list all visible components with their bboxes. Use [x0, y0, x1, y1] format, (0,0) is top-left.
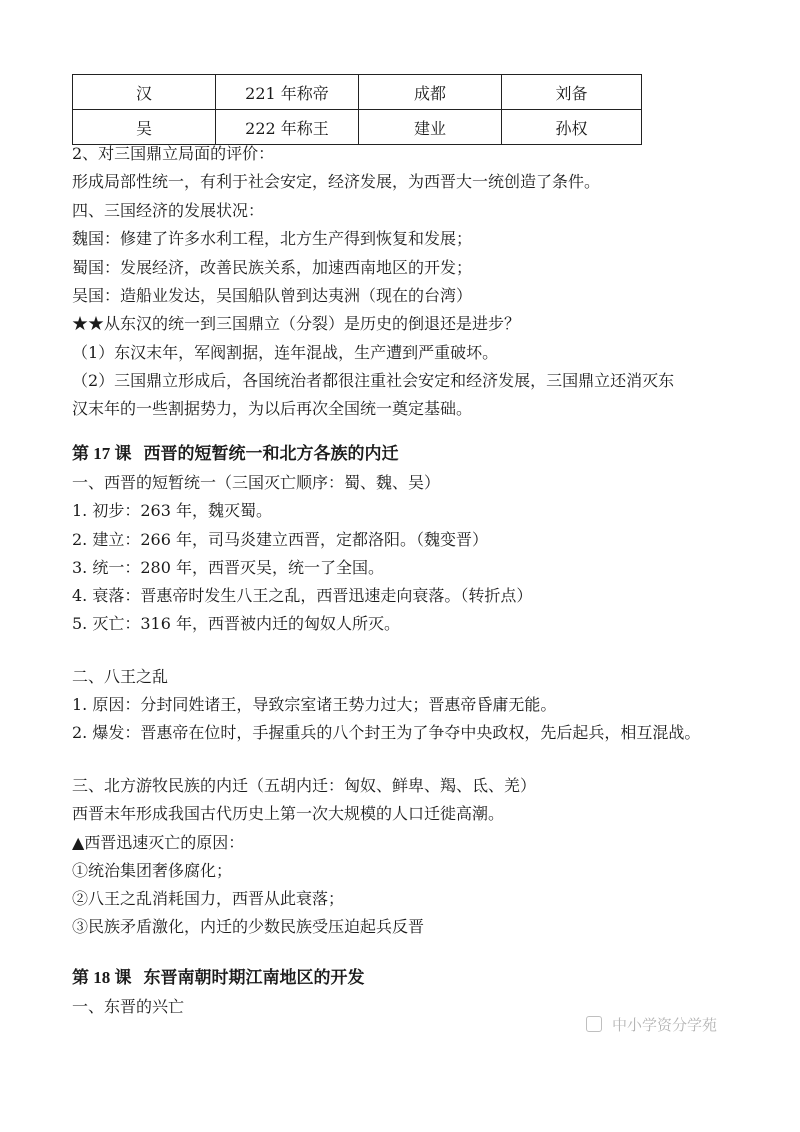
- list-item: 1. 原因：分封同姓诸王，导致宗室诸王势力过大；晋惠帝昏庸无能。: [72, 695, 557, 714]
- list-item: 5. 灭亡：316 年，西晋被内迁的匈奴人所灭。: [72, 614, 400, 633]
- list-item: ①统治集团奢侈腐化；: [72, 861, 233, 880]
- section-heading: 二、八王之乱: [72, 667, 169, 686]
- list-item: ②八王之乱消耗国力，西晋从此衰落；: [72, 889, 345, 908]
- paragraph: 西晋末年形成我国古代历史上第一次大规模的人口迁徙高潮。: [72, 804, 505, 823]
- table-cell: 刘备: [502, 75, 642, 110]
- table-cell: 222 年称王: [216, 110, 359, 145]
- table-cell: 建业: [359, 110, 502, 145]
- paragraph: 蜀国：发展经济，改善民族关系，加速西南地区的开发；: [72, 258, 473, 277]
- list-item: 1. 初步：263 年，魏灭蜀。: [72, 501, 272, 520]
- paragraph: ▲西晋迅速灭亡的原因：: [72, 833, 245, 852]
- question: ★★从东汉的统一到三国鼎立（分裂）是历史的倒退还是进步？: [72, 314, 521, 333]
- list-item: ③民族矛盾激化，内迁的少数民族受压迫起兵反晋: [72, 917, 425, 936]
- lesson-number: 第 18 课: [72, 968, 132, 987]
- watermark: [586, 1014, 746, 1036]
- paragraph: 形成局部性统一，有利于社会安定，经济发展，为西晋大一统创造了条件。: [72, 172, 601, 191]
- section-heading: 2、对三国鼎立局面的评价：: [72, 144, 275, 163]
- section-heading: 三、北方游牧民族的内迁（五胡内迁：匈奴、鲜卑、羯、氐、羌）: [72, 776, 537, 795]
- three-kingdoms-table: [72, 74, 642, 145]
- section-heading: 一、东晋的兴亡: [72, 997, 185, 1016]
- table-cell: 孙权: [502, 110, 642, 145]
- paragraph: 汉末年的一些割据势力，为以后再次全国统一奠定基础。: [72, 399, 473, 418]
- lesson-17-heading: [72, 443, 399, 465]
- paragraph: （2）三国鼎立形成后，各国统治者都很注重社会安定和经济发展，三国鼎立还消灭东: [72, 371, 675, 390]
- watermark-text: 中小学资分学苑: [612, 1016, 718, 1034]
- lesson-title: 东晋南朝时期江南地区的开发: [143, 968, 365, 988]
- paragraph: （1）东汉末年，军阀割据，连年混战，生产遭到严重破坏。: [72, 343, 499, 362]
- section-heading: 四、三国经济的发展状况：: [72, 201, 265, 220]
- list-item: 3. 统一：280 年，西晋灭吴，统一了全国。: [72, 558, 384, 577]
- paragraph: 吴国：造船业发达，吴国船队曾到达夷洲（现在的台湾）: [72, 286, 473, 305]
- section-heading: 一、西晋的短暂统一（三国灭亡顺序：蜀、魏、吴）: [72, 473, 441, 492]
- table-cell: 吴: [73, 110, 216, 145]
- watermark-logo-icon: [586, 1016, 602, 1032]
- lesson-number: 第 17 课: [72, 444, 132, 463]
- table-cell: 221 年称帝: [216, 75, 359, 110]
- list-item: 2. 建立：266 年，司马炎建立西晋，定都洛阳。（魏变晋）: [72, 530, 488, 549]
- list-item: 4. 衰落：晋惠帝时发生八王之乱，西晋迅速走向衰落。（转折点）: [72, 586, 533, 605]
- paragraph: 魏国：修建了许多水利工程，北方生产得到恢复和发展；: [72, 229, 473, 248]
- table-row: [73, 75, 642, 110]
- lesson-18-heading: [72, 967, 365, 989]
- table-cell: 成都: [359, 75, 502, 110]
- lesson-title: 西晋的短暂统一和北方各族的内迁: [143, 444, 399, 464]
- list-item: 2. 爆发：晋惠帝在位时，手握重兵的八个封王为了争夺中央政权，先后起兵，相互混战。: [72, 723, 701, 742]
- table-cell: 汉: [73, 75, 216, 110]
- table-row: [73, 110, 642, 145]
